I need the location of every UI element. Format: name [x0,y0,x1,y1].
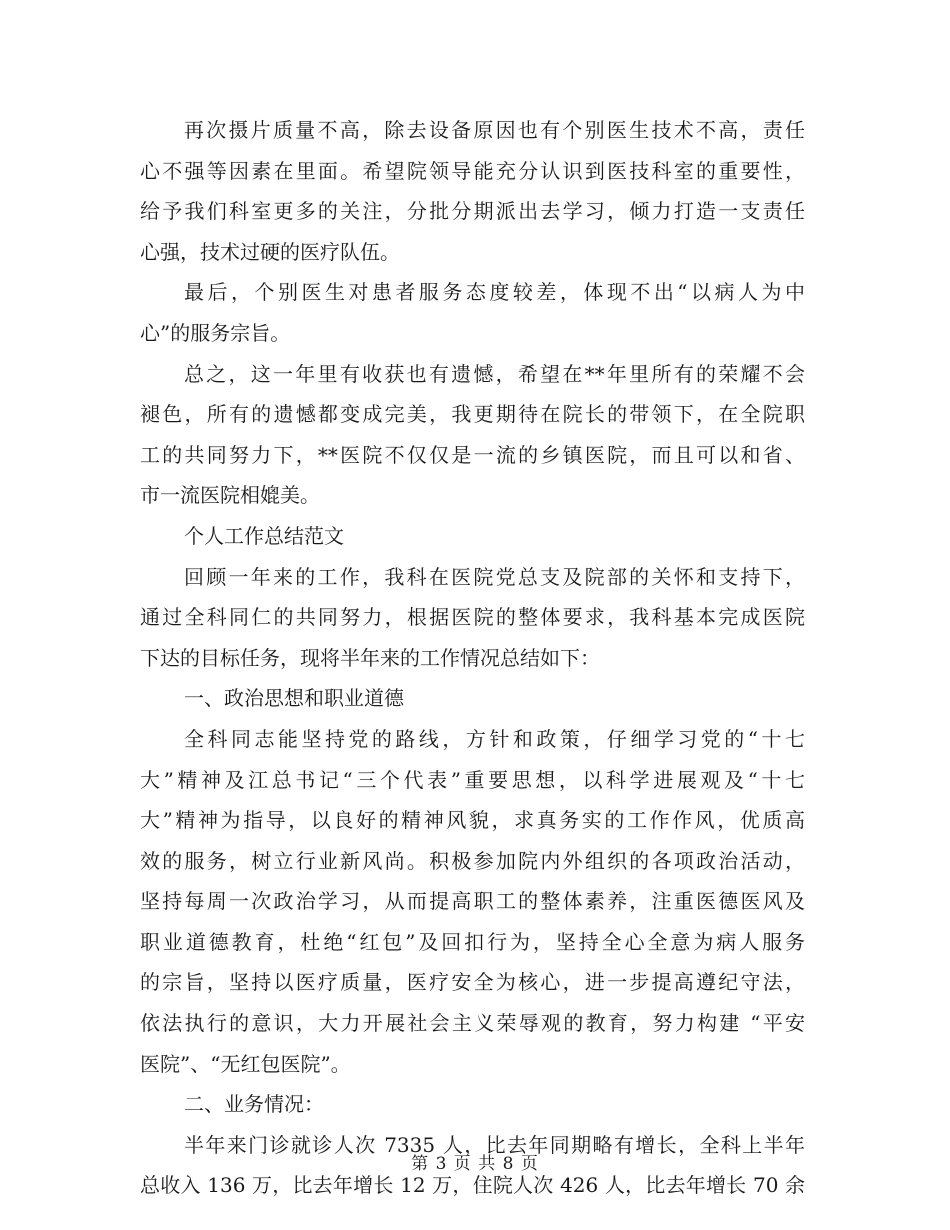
text-line: 总收入 136 万，比去年增长 12 万，住院人次 426 人，比去年增长 70 余 [140,1173,805,1198]
text-line: 再次摄片质量不高，除去设备原因也有个别医生技术不高，责任 [184,118,805,142]
text-line: 心强，技术过硬的医疗队伍。 [140,239,400,264]
text-line: 最后，个别医生对患者服务态度较差，体现不出“以病人为中 [184,280,805,305]
text-line: 坚持每周一次政治学习，从而提高职工的整体素养，注重医德医风及 [140,889,805,914]
text-line: 下达的目标任务，现将半年来的工作情况总结如下： [140,645,600,670]
text-line: 职业道德教育，杜绝“红包”及回扣行为，坚持全心全意为病人服务 [140,929,805,954]
text-line: 工的共同努力下，**医院不仅仅是一流的乡镇医院，而且可以和省、 [140,442,805,467]
text-line: 心”的服务宗旨。 [140,320,291,345]
text-line: 给予我们科室更多的关注，分批分期派出去学习，倾力打造一支责任 [140,199,805,224]
text-line: 心不强等因素在里面。希望院领导能充分认识到医技科室的重要性， [140,158,805,183]
text-line: 一、政治思想和职业道德 [184,686,404,711]
text-line: 大”精神及江总书记“三个代表”重要思想，以科学进展观及“十七 [140,767,805,792]
document-body [140,110,805,1206]
page-number-footer: 第 3 页 共 8 页 [411,1154,539,1174]
text-line: 二、业务情况： [184,1092,324,1117]
text-line: 褪色，所有的遗憾都变成完美，我更期待在院长的带领下，在全院职 [140,402,805,427]
text-line: 依法执行的意识，大力开展社会主义荣辱观的教育，努力构建 “平安 [140,1011,805,1036]
text-line: 全科同志能坚持党的路线，方针和政策，仔细学习党的“十七 [184,726,805,751]
text-line: 大”精神为指导，以良好的精神风貌，求真务实的工作作风，优质高 [140,808,805,833]
text-line: 医院”、“无红包医院”。 [140,1051,351,1076]
text-line: 市一流医院相媲美。 [140,483,320,508]
text-line: 半年来门诊就诊人次 7335 人，比去年同期略有增长，全科上半年 [184,1132,805,1157]
text-line: 效的服务，树立行业新风尚。积极参加院内外组织的各项政治活动， [140,848,805,873]
text-line: 个人工作总结范文 [184,523,344,548]
text-line: 通过全科同仁的共同努力，根据医院的整体要求，我科基本完成医院 [140,605,805,630]
text-line: 总之，这一年里有收获也有遗憾，希望在**年里所有的荣耀不会 [184,361,805,386]
text-line: 回顾一年来的工作，我科在医院党总支及院部的关怀和支持下， [184,564,805,589]
text-line: 的宗旨，坚持以医疗质量，医疗安全为核心，进一步提高遵纪守法， [140,970,805,995]
